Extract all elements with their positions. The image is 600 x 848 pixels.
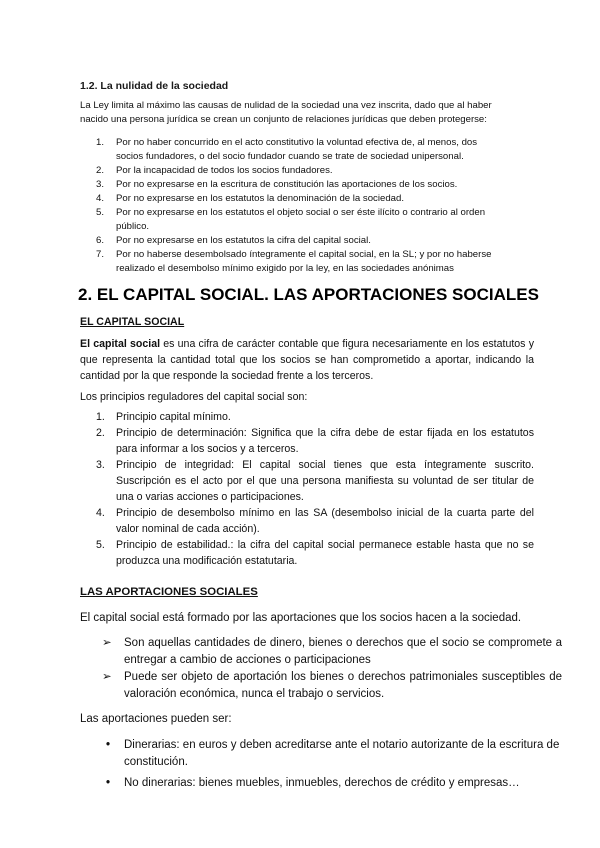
bullet-icon: •	[106, 777, 111, 789]
aportaciones-arrow-list	[80, 635, 562, 703]
list-item: 4. Principio de desembolso mínimo en las SA (desembolso inicial de la cuarta parte del valor nominal de cada acción).	[96, 507, 534, 535]
list-item: • Dinerarias: en euros y deben acreditarse ante el notario autorizante de la escritura de constitución.	[106, 739, 560, 768]
list-item: 4. Por no expresarse en los estatutos la denominación de la sociedad.	[96, 193, 404, 204]
bullet-icon: •	[106, 739, 111, 751]
list-item: 7. Por no haberse desembolsado íntegramente el capital social, en la SL; y por no haberse realizado el desembolso mínimo exigido por la ley, en las sociedades anónimas	[96, 249, 492, 274]
principles-intro: Los principios reguladores del capital social son:	[80, 391, 308, 403]
list-item: 3. Por no expresarse en la escritura de constitución las aportaciones de los socios.	[96, 179, 458, 190]
list-item: • No dinerarias: bienes muebles, inmuebles, derechos de crédito y empresas…	[80, 775, 562, 792]
arrow-bullet-icon: ➢	[102, 637, 112, 649]
list-item: 2. Por la incapacidad de todos los socios fundadores.	[96, 165, 333, 176]
list-item: 5. Principio de estabilidad.: la cifra del capital social permanece estable hasta que no se produzca una modificación estatutaria.	[96, 539, 534, 567]
list-item: 5. Por no expresarse en los estatutos el objeto social o ser éste ilícito o contrario al orden público.	[96, 207, 486, 232]
list-item: ➢ Son aquellas cantidades de dinero, bienes o derechos que el socio se compromete a entregar a cambio de acciones o participaciones	[102, 637, 562, 666]
list-item: 2. Principio de determinación: Significa que la cifra debe de estar fijada en los estatutos para informar a los socios y a terceros.	[96, 427, 534, 455]
list-item: 1. Por no haber concurrido en el acto constitutivo la voluntad efectiva de, al menos, dos socios fundadores, o del socio fundador cuando se trate de sociedad unipersonal.	[96, 137, 478, 162]
arrow-bullet-icon: ➢	[102, 671, 112, 683]
aportaciones-heading: LAS APORTACIONES SOCIALES	[80, 586, 258, 598]
list-item: 1. Principio capital mínimo.	[96, 411, 231, 423]
nullity-causes-list	[78, 136, 500, 276]
list-item: ➢ Puede ser objeto de aportación los bienes o derechos patrimoniales susceptibles de valoración económica, nunca el trabajo o servicios.	[102, 671, 562, 700]
section-2-title: 2. EL CAPITAL SOCIAL. LAS APORTACIONES SOCIALES	[78, 285, 539, 304]
section-1-2-title: 1.2. La nulidad de la sociedad	[80, 80, 229, 92]
capital-social-heading: EL CAPITAL SOCIAL	[80, 316, 185, 328]
types-intro: Las aportaciones pueden ser:	[80, 713, 232, 725]
principles-list	[78, 409, 534, 569]
list-item: 3. Principio de integridad: El capital social tienes que esta íntegramente suscrito. Suscripción es el acto por el que una persona manifiesta su voluntad de ser titular de una o varias acciones o participaciones.	[96, 459, 534, 503]
aportaciones-intro: El capital social está formado por las aportaciones que los socios hacen a la sociedad.	[80, 612, 522, 624]
list-item: 6. Por no expresarse en los estatutos la cifra del capital social.	[96, 235, 371, 246]
section-1-2-intro: La Ley limita al máximo las causas de nulidad de la sociedad una vez inscrita, dado que al haber nacido una persona jurídica se crean un conjunto de relaciones jurídicas que deben protegerse:	[80, 100, 492, 125]
capital-social-definition: El capital social es una cifra de carácter contable que figura necesariamente en los estatutos y que representa la cantidad total que los socios se han comprometido a aportar, indicando la cantidad por la que responde la sociedad frente a los terceros.	[80, 338, 534, 382]
aportaciones-types-list	[80, 737, 562, 792]
